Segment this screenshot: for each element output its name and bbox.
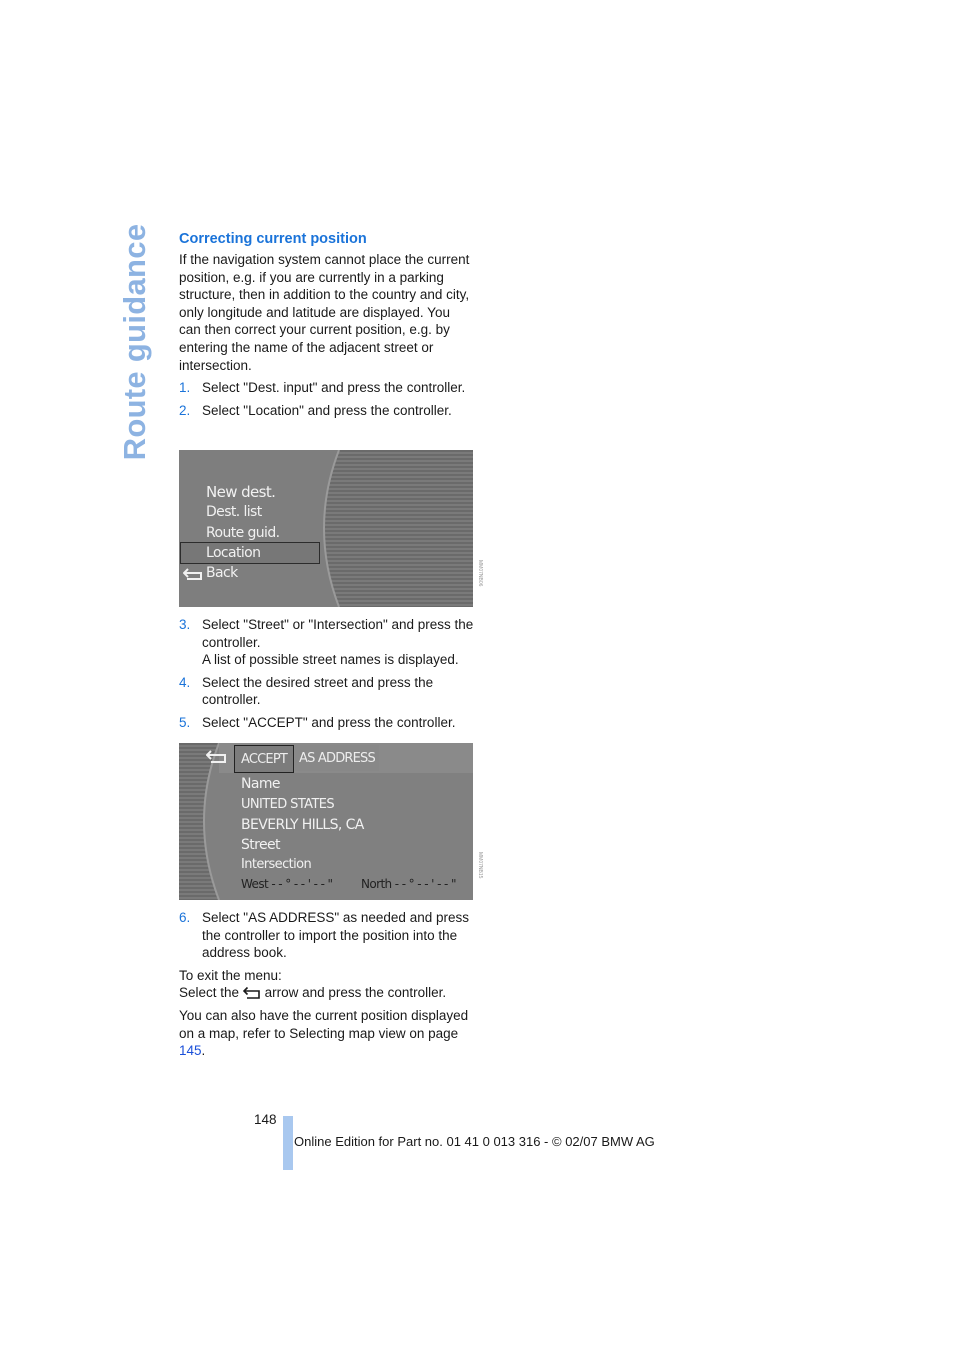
coord-west: West - - ° - - ' - - " (241, 877, 333, 891)
page-link[interactable]: 145 (179, 1043, 202, 1059)
step-number: 1. (179, 380, 191, 396)
back-arrow-icon (243, 986, 261, 999)
footer-accent-bar (283, 1116, 293, 1170)
row-country: UNITED STATES (241, 797, 335, 812)
step-4 (179, 674, 474, 709)
step-number: 6. (179, 910, 191, 925)
back-arrow-icon[interactable] (183, 568, 203, 580)
exit-text-after: arrow and press the controller. (264, 985, 447, 1001)
section-outro (179, 909, 474, 1060)
step-text: Select "Dest. input" and press the controller. (202, 380, 466, 396)
intro-paragraph: If the navigation system cannot place the current position, e.g. if you are currently in a parking structure, then in addition to the country and city, only longitude and latitude are displayed. You can then correct your current position, e.g. by entering the name of the adjacent street or intersection. (179, 252, 470, 373)
exit-text-before: Select the (179, 985, 240, 1001)
page-number: 148 (254, 1112, 277, 1127)
menu-item-location[interactable]: Location (206, 545, 261, 561)
tab-as-address[interactable]: AS ADDRESS (295, 745, 379, 771)
row-name: Name (241, 776, 280, 792)
step-5 (179, 714, 474, 732)
step-text: Select "AS ADDRESS" as needed and press the controller to import the position into the address book. (202, 910, 469, 961)
steps-middle (179, 616, 474, 732)
row-intersection[interactable]: Intersection (241, 857, 312, 872)
side-section-title: Route guidance (117, 223, 152, 461)
step-text: Select "Street" or "Intersection" and press the controller. (202, 617, 474, 650)
menu-item-dest-list[interactable]: Dest. list (206, 504, 262, 520)
step-text: Select the desired street and press the controller. (202, 674, 434, 708)
step-3 (179, 616, 474, 669)
step-number: 3. (179, 617, 191, 632)
exit-instruction (179, 984, 474, 1002)
menu-item-route-guid[interactable]: Route guid. (206, 525, 280, 541)
step-number: 2. (179, 402, 191, 418)
nav-menu-screenshot (179, 450, 473, 607)
row-city: BEVERLY HILLS, CA (241, 817, 364, 833)
map-view-paragraph (179, 1007, 474, 1060)
step-2 (179, 402, 474, 420)
exit-label: To exit the menu: (179, 967, 282, 983)
accept-position-screenshot (179, 743, 473, 900)
menu-item-back[interactable]: Back (206, 565, 238, 581)
section-intro (179, 230, 474, 419)
section-heading: Correcting current position (179, 231, 367, 247)
image-code: MM07NB15 (477, 852, 483, 879)
step-text: Select "ACCEPT" and press the controller. (202, 714, 456, 730)
step-text: Select "Location" and press the controller. (202, 402, 452, 418)
menu-item-new-dest[interactable]: New dest. (206, 483, 276, 501)
coord-north: North - - ° - - ' - - " (361, 877, 456, 891)
sentence-end: . (201, 1043, 206, 1059)
row-street[interactable]: Street (241, 837, 280, 853)
step-6 (179, 909, 474, 962)
back-arrow-icon[interactable] (206, 750, 228, 764)
map-view-text: You can also have the current position displayed on a map, refer to Selecting map view on page (179, 1007, 469, 1041)
step-subtext: A list of possible street names is displayed. (202, 652, 459, 668)
step-number: 5. (179, 714, 191, 730)
footer-edition-text: Online Edition for Part no. 01 41 0 013 316 - © 02/07 BMW AG (294, 1134, 655, 1149)
step-1 (179, 379, 474, 397)
tab-accept[interactable]: ACCEPT (234, 745, 294, 773)
step-number: 4. (179, 674, 191, 690)
image-code: MM07NB06 (477, 560, 483, 587)
